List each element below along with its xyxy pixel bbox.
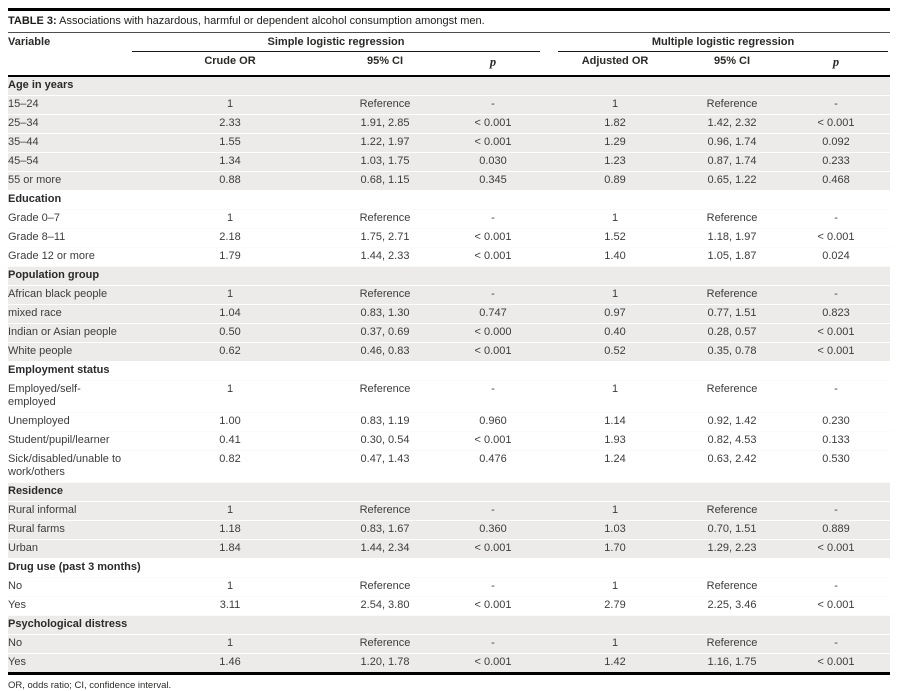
table-header [8,33,890,77]
table-row [8,502,890,521]
value-cell: 0.96, 1.74 [682,134,782,153]
value-cell: 0.960 [438,413,548,432]
value-cell: 1.16, 1.75 [682,654,782,674]
table-row [8,248,890,267]
value-cell: 0.468 [782,172,890,191]
value-cell: < 0.001 [782,229,890,248]
variable-cell: Employed/self-employed [8,381,128,413]
table-row [8,115,890,134]
value-cell: < 0.000 [438,324,548,343]
value-cell: 1 [128,578,332,597]
value-cell: 0.46, 0.83 [332,343,438,362]
value-cell: 1 [128,96,332,115]
value-cell: < 0.001 [438,597,548,616]
value-cell: 0.63, 2.42 [682,451,782,483]
table-row [8,305,890,324]
section-title: Population group [8,267,890,286]
value-cell: 1 [128,286,332,305]
variable-cell: Rural farms [8,521,128,540]
variable-cell: 55 or more [8,172,128,191]
column-header-ci-multiple: 95% CI [713,55,751,67]
table-row [8,153,890,172]
table-row [8,432,890,451]
value-cell: 1.70 [548,540,682,559]
table-row [8,229,890,248]
section-title: Employment status [8,362,890,381]
table-row [8,413,890,432]
value-cell: - [782,635,890,654]
value-cell: 1 [548,635,682,654]
value-cell: Reference [332,96,438,115]
value-cell: Reference [332,210,438,229]
value-cell: 0.35, 0.78 [682,343,782,362]
value-cell: 0.70, 1.51 [682,521,782,540]
value-cell: < 0.001 [438,248,548,267]
value-cell: 0.82, 4.53 [682,432,782,451]
value-cell: 0.889 [782,521,890,540]
value-cell: 0.41 [128,432,332,451]
variable-cell: 35–44 [8,134,128,153]
value-cell: 0.92, 1.42 [682,413,782,432]
value-cell: 0.52 [548,343,682,362]
value-cell: Reference [682,635,782,654]
value-cell: 1.03, 1.75 [332,153,438,172]
value-cell: 1 [128,635,332,654]
table-row [8,286,890,305]
section-header-row [8,362,890,381]
value-cell: 1.04 [128,305,332,324]
variable-cell: Unemployed [8,413,128,432]
section-header-row [8,76,890,96]
value-cell: 1 [128,381,332,413]
value-cell: 2.25, 3.46 [682,597,782,616]
value-cell: 0.82 [128,451,332,483]
value-cell: 0.823 [782,305,890,324]
variable-cell: Grade 12 or more [8,248,128,267]
value-cell: - [782,96,890,115]
table-caption-text: Associations with hazardous, harmful or dependent alcohol consumption amongst men. [59,15,485,27]
section-title: Drug use (past 3 months) [8,559,890,578]
column-header-p-multiple: p [832,55,840,69]
value-cell: 0.133 [782,432,890,451]
variable-cell: Sick/disabled/unable to work/others [8,451,128,483]
value-cell: < 0.001 [782,654,890,674]
value-cell: Reference [332,578,438,597]
variable-cell: 15–24 [8,96,128,115]
value-cell: 0.360 [438,521,548,540]
value-cell: < 0.001 [782,324,890,343]
value-cell: 1.14 [548,413,682,432]
value-cell: - [438,96,548,115]
group-header-multiple-label: Multiple logistic regression [558,35,888,52]
column-header-p-simple: p [489,55,497,69]
value-cell: Reference [682,210,782,229]
value-cell: 1.22, 1.97 [332,134,438,153]
value-cell: < 0.001 [438,115,548,134]
value-cell: Reference [332,286,438,305]
table-row [8,451,890,483]
table-caption-label: TABLE 3: [8,15,57,27]
value-cell: - [782,381,890,413]
group-header-simple [128,33,548,53]
group-header-simple-label: Simple logistic regression [132,35,540,52]
variable-cell: Indian or Asian people [8,324,128,343]
value-cell: < 0.001 [438,229,548,248]
value-cell: 0.345 [438,172,548,191]
value-cell: 0.476 [438,451,548,483]
value-cell: 1.46 [128,654,332,674]
value-cell: 0.77, 1.51 [682,305,782,324]
data-table [8,32,890,675]
value-cell: 1.23 [548,153,682,172]
value-cell: - [438,286,548,305]
value-cell: 1.42 [548,654,682,674]
value-cell: 1 [548,381,682,413]
value-cell: - [438,502,548,521]
value-cell: 1.91, 2.85 [332,115,438,134]
table-row [8,635,890,654]
value-cell: 0.83, 1.19 [332,413,438,432]
value-cell: 0.024 [782,248,890,267]
column-header-crude-or: Crude OR [204,55,256,67]
value-cell: < 0.001 [438,540,548,559]
variable-cell: mixed race [8,305,128,324]
value-cell: < 0.001 [782,597,890,616]
value-cell: 0.50 [128,324,332,343]
value-cell: 0.30, 0.54 [332,432,438,451]
value-cell: Reference [682,96,782,115]
value-cell: 1 [548,210,682,229]
section-header-row [8,559,890,578]
value-cell: - [438,210,548,229]
value-cell: 3.11 [128,597,332,616]
variable-cell: Grade 0–7 [8,210,128,229]
value-cell: 1.29 [548,134,682,153]
value-cell: Reference [332,635,438,654]
table-row [8,96,890,115]
variable-cell: No [8,578,128,597]
table-caption [8,11,890,32]
variable-cell: 45–54 [8,153,128,172]
table-footnote: OR, odds ratio; CI, confidence interval. [8,680,172,691]
table-row [8,343,890,362]
column-header-variable: Variable [8,36,51,48]
value-cell: 0.47, 1.43 [332,451,438,483]
table-row [8,324,890,343]
value-cell: 0.83, 1.67 [332,521,438,540]
value-cell: Reference [682,578,782,597]
value-cell: 2.79 [548,597,682,616]
value-cell: 1 [548,96,682,115]
value-cell: < 0.001 [438,432,548,451]
variable-cell: Grade 8–11 [8,229,128,248]
value-cell: Reference [682,502,782,521]
value-cell: 0.68, 1.15 [332,172,438,191]
value-cell: 1.79 [128,248,332,267]
table-row [8,540,890,559]
value-cell: 0.83, 1.30 [332,305,438,324]
group-header-multiple [548,33,890,53]
table-row [8,210,890,229]
column-header-ci-simple: 95% CI [366,55,404,67]
value-cell: 0.37, 0.69 [332,324,438,343]
value-cell: 1 [128,502,332,521]
value-cell: 1.29, 2.23 [682,540,782,559]
group-header-row [8,33,890,53]
value-cell: < 0.001 [782,115,890,134]
value-cell: 1 [548,578,682,597]
value-cell: Reference [332,381,438,413]
value-cell: - [782,578,890,597]
value-cell: Reference [682,381,782,413]
variable-cell: African black people [8,286,128,305]
value-cell: 0.030 [438,153,548,172]
value-cell: - [782,286,890,305]
table-row [8,521,890,540]
value-cell: 1.24 [548,451,682,483]
section-header-row [8,483,890,502]
value-cell: 1.52 [548,229,682,248]
variable-cell: Rural informal [8,502,128,521]
section-header-row [8,616,890,635]
value-cell: 1.84 [128,540,332,559]
table-row [8,597,890,616]
value-cell: 1.42, 2.32 [682,115,782,134]
value-cell: 0.530 [782,451,890,483]
value-cell: 0.092 [782,134,890,153]
value-cell: 1.44, 2.34 [332,540,438,559]
value-cell: Reference [682,286,782,305]
value-cell: - [782,502,890,521]
value-cell: - [438,578,548,597]
value-cell: 0.747 [438,305,548,324]
section-header-row [8,267,890,286]
value-cell: 0.40 [548,324,682,343]
value-cell: Reference [332,502,438,521]
value-cell: 0.87, 1.74 [682,153,782,172]
variable-cell: Yes [8,597,128,616]
table-row [8,134,890,153]
value-cell: 1.82 [548,115,682,134]
value-cell: < 0.001 [782,343,890,362]
value-cell: 1.20, 1.78 [332,654,438,674]
value-cell: 0.28, 0.57 [682,324,782,343]
value-cell: 1 [548,502,682,521]
value-cell: 1 [128,210,332,229]
value-cell: < 0.001 [438,343,548,362]
value-cell: - [438,381,548,413]
section-header-row [8,191,890,210]
sub-header-row [8,52,890,76]
table-body [8,76,890,674]
value-cell: 1.93 [548,432,682,451]
value-cell: 1.44, 2.33 [332,248,438,267]
value-cell: 0.233 [782,153,890,172]
variable-cell: White people [8,343,128,362]
value-cell: 2.54, 3.80 [332,597,438,616]
value-cell: - [782,210,890,229]
table-row [8,172,890,191]
value-cell: 0.88 [128,172,332,191]
table-row [8,578,890,597]
value-cell: 0.97 [548,305,682,324]
variable-cell: Urban [8,540,128,559]
value-cell: - [438,635,548,654]
value-cell: 1.75, 2.71 [332,229,438,248]
value-cell: 2.18 [128,229,332,248]
value-cell: 1.40 [548,248,682,267]
column-header-adjusted-or: Adjusted OR [581,55,649,67]
variable-cell: No [8,635,128,654]
section-title: Residence [8,483,890,502]
variable-cell: Student/pupil/learner [8,432,128,451]
value-cell: 1.03 [548,521,682,540]
value-cell: 0.230 [782,413,890,432]
value-cell: < 0.001 [438,134,548,153]
section-title: Age in years [8,76,890,96]
value-cell: < 0.001 [438,654,548,674]
value-cell: 2.33 [128,115,332,134]
value-cell: 1.18, 1.97 [682,229,782,248]
value-cell: 1.00 [128,413,332,432]
value-cell: 1.05, 1.87 [682,248,782,267]
value-cell: 0.89 [548,172,682,191]
table-row [8,654,890,674]
variable-cell: Yes [8,654,128,674]
section-title: Education [8,191,890,210]
variable-cell: 25–34 [8,115,128,134]
section-title: Psychological distress [8,616,890,635]
value-cell: 1.55 [128,134,332,153]
value-cell: 0.62 [128,343,332,362]
value-cell: 1 [548,286,682,305]
value-cell: 0.65, 1.22 [682,172,782,191]
value-cell: 1.34 [128,153,332,172]
value-cell: 1.18 [128,521,332,540]
table-row [8,381,890,413]
value-cell: < 0.001 [782,540,890,559]
